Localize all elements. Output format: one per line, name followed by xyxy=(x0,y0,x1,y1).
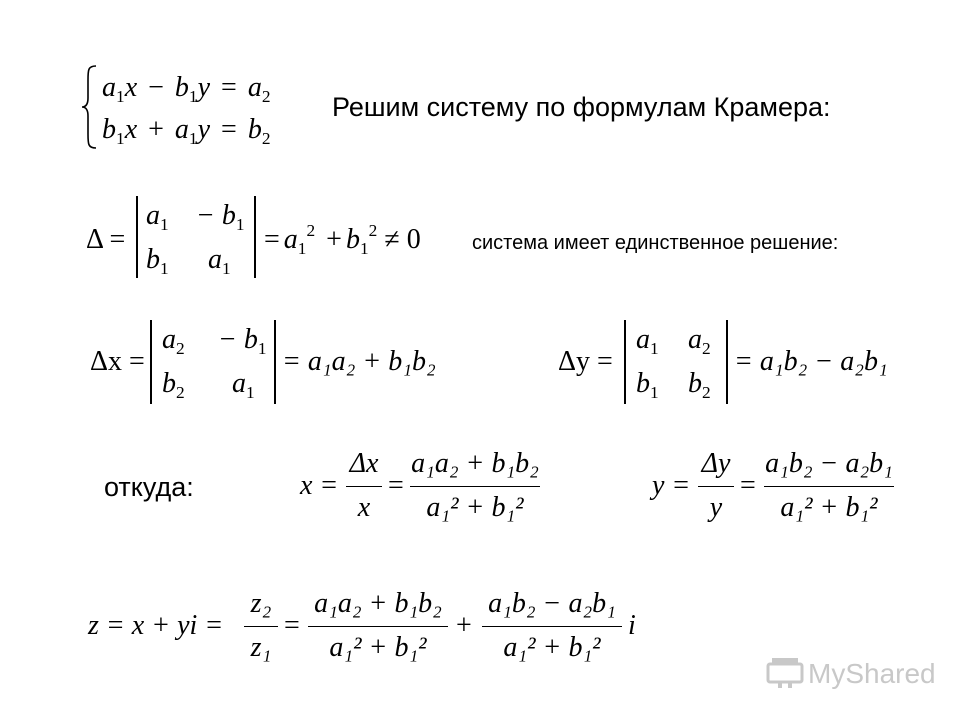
deltax-m22: $a_1$ xyxy=(232,368,255,403)
z-frac-1-num: z₂ xyxy=(250,588,272,619)
deltax-m12: − $b_1$ xyxy=(218,324,267,359)
z-frac-1-bar xyxy=(244,626,278,627)
deltay-m11: $a_1$ xyxy=(636,324,659,359)
x-frac-1-num: Δx xyxy=(349,448,379,479)
x-frac-2-den: a₁² + b₁² xyxy=(426,492,524,523)
x-eq: = xyxy=(388,470,404,501)
deltax-determinant xyxy=(150,320,276,404)
z-lhs: z = x + yi = xyxy=(88,610,224,641)
x-frac-2 xyxy=(410,448,540,528)
z-frac-2-num: a₁a₂ + b₁b₂ xyxy=(314,588,442,619)
deltay-m21: $b_1$ xyxy=(636,368,659,403)
equation-2: $b_1x + a_1y = b_2$ xyxy=(102,114,271,149)
y-eq: = xyxy=(740,470,756,501)
caption-cramer: Решим систему по формулам Крамера: xyxy=(332,92,831,122)
deltay-m12: $a_2$ xyxy=(688,324,711,359)
left-brace xyxy=(80,64,98,150)
deltax-rhs: = a₁a₂ + b₁b₂ xyxy=(282,346,436,377)
z-imaginary-unit: i xyxy=(628,610,636,641)
delta-m12: − $b_1$ xyxy=(196,200,245,235)
z-frac-3-bar xyxy=(482,626,622,627)
delta-determinant xyxy=(136,196,256,278)
x-frac-1 xyxy=(346,448,382,524)
x-lhs: x = xyxy=(300,470,339,501)
x-frac-2-num: a₁a₂ + b₁b₂ xyxy=(411,448,539,479)
deltay-rhs: = a₁b₂ − a₂b₁ xyxy=(734,346,888,377)
z-frac-1 xyxy=(244,588,278,666)
z-frac-3 xyxy=(482,588,622,668)
equation-system xyxy=(80,64,280,154)
delta-m22: $a_1$ xyxy=(208,244,231,279)
z-plus: + xyxy=(456,610,472,641)
y-frac-2-den: a₁² + b₁² xyxy=(780,492,878,523)
y-lhs: y = xyxy=(652,470,691,501)
deltay-m22: $b_2$ xyxy=(688,368,711,403)
z-frac-3-num: a₁b₂ − a₂b₁ xyxy=(488,588,616,619)
y-frac-1-num: Δy xyxy=(701,448,731,479)
deltax-lhs: Δx = xyxy=(90,346,145,377)
z-frac-2 xyxy=(308,588,448,668)
z-frac-2-den: a₁² + b₁² xyxy=(329,632,427,663)
y-frac-2-bar xyxy=(764,486,894,487)
z-frac-1-den: z₁ xyxy=(250,632,272,663)
y-frac-1-bar xyxy=(698,486,734,487)
projector-icon xyxy=(766,656,804,690)
delta-m11: $a_1$ xyxy=(146,200,169,235)
deltay-lhs: Δy = xyxy=(558,346,613,377)
delta-rhs: = $a_1^2 + b_1^2 \ne 0$ xyxy=(264,220,421,259)
watermark-text: MyShared xyxy=(808,658,936,689)
equation-1: $a_1x - b_1y = a_2$ xyxy=(102,72,271,107)
deltax-m11: $a_2$ xyxy=(162,324,185,359)
x-frac-1-den: x xyxy=(357,492,371,523)
caption-whence: откуда: xyxy=(104,472,194,502)
z-eq: = xyxy=(284,610,300,641)
y-frac-1 xyxy=(698,448,734,524)
delta-m21: $b_1$ xyxy=(146,244,169,279)
z-frac-2-bar xyxy=(308,626,448,627)
caption-unique-solution: система имеет единственное решение: xyxy=(472,232,839,254)
x-frac-2-bar xyxy=(410,486,540,487)
deltay-determinant xyxy=(624,320,728,404)
delta-lhs: Δ = xyxy=(86,224,126,255)
z-frac-3-den: a₁² + b₁² xyxy=(503,632,601,663)
x-frac-1-bar xyxy=(346,486,382,487)
deltax-m21: $b_2$ xyxy=(162,368,185,403)
y-frac-2-num: a₁b₂ − a₂b₁ xyxy=(765,448,893,479)
y-frac-2 xyxy=(764,448,894,528)
y-frac-1-den: y xyxy=(709,492,723,523)
